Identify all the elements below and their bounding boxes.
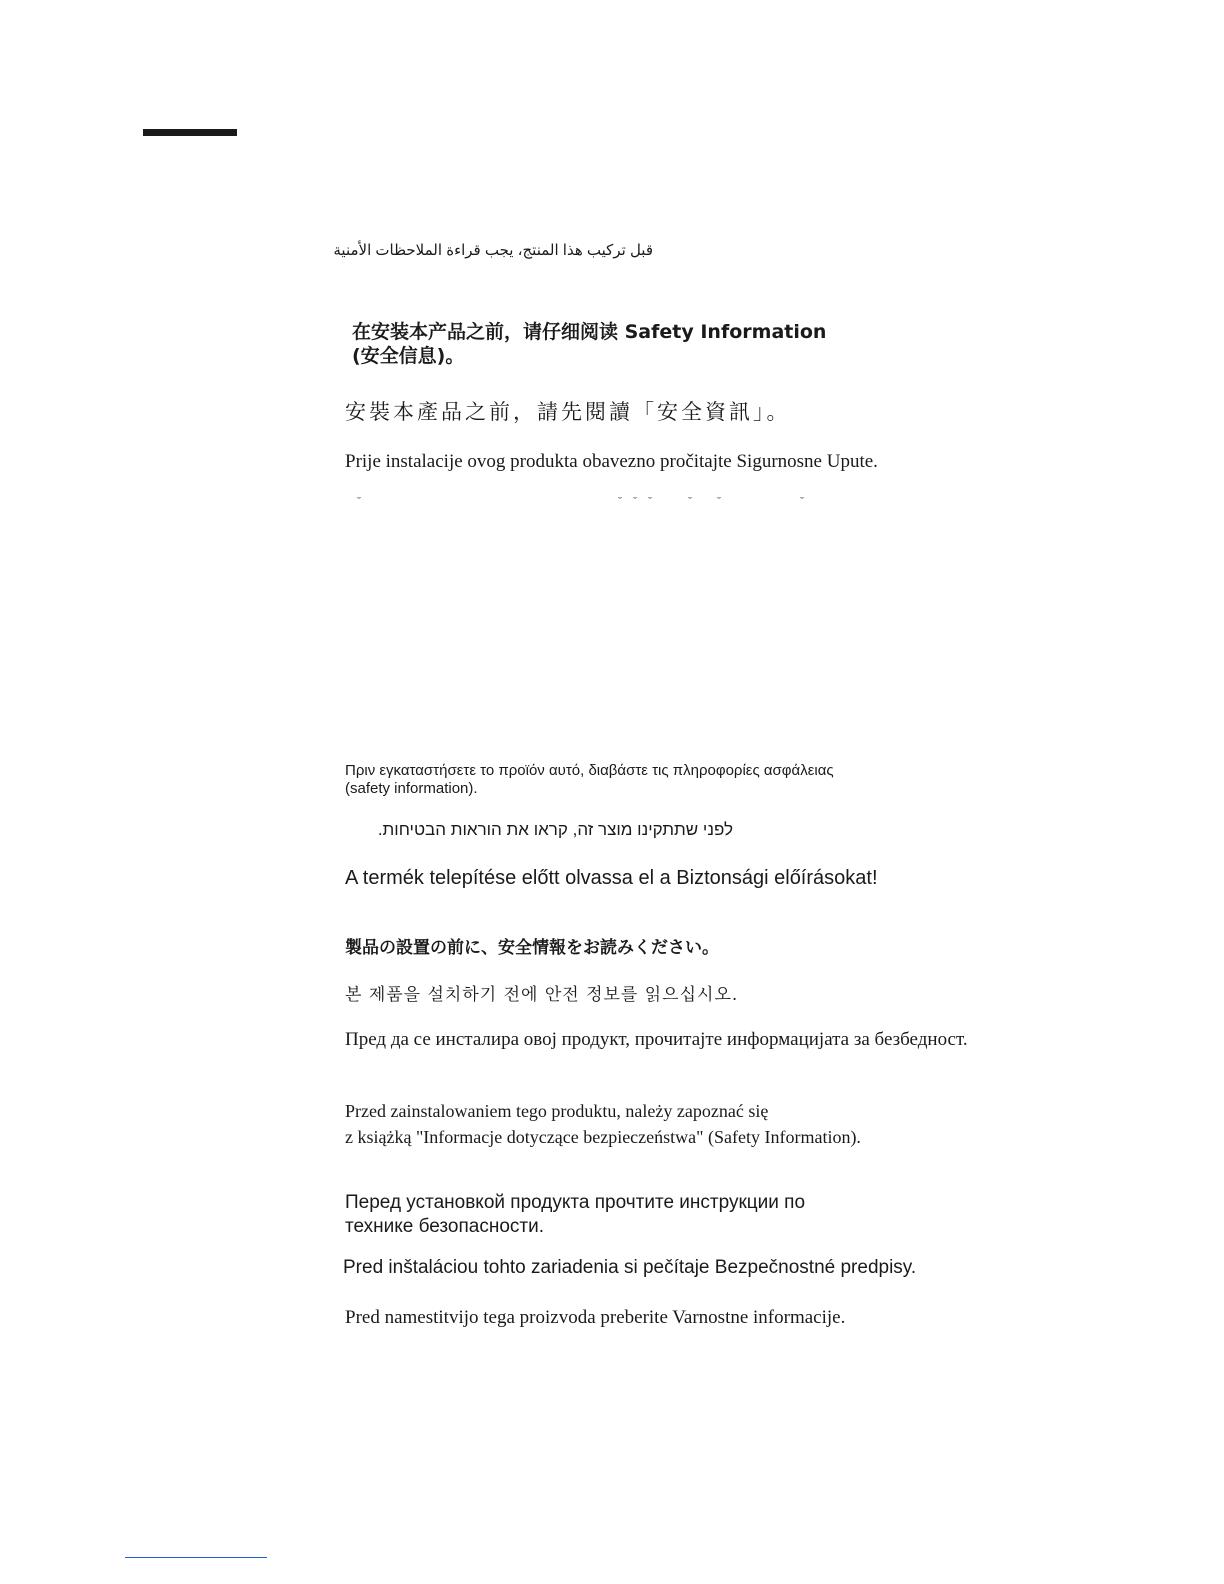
russian-line-1: Перед установкой продукта прочтите инструкции по bbox=[345, 1192, 806, 1213]
breve-mark: ˘ bbox=[717, 494, 721, 508]
polish-line-1: Przed zainstalowaniem tego produktu, należy zapoznać się bbox=[345, 1101, 769, 1121]
macedonian-safety-notice: Пред да се инсталира овој продукт, прочитајте информацијата за безбедност. bbox=[345, 1029, 968, 1050]
breve-mark: ˘ bbox=[800, 494, 804, 508]
greek-line-1: Πριν εγκαταστήσετε το προϊόν αυτό, διαβάστε τις πληροφορίες ασφάλειας bbox=[345, 762, 834, 779]
slovak-safety-notice: Pred inštaláciou tohto zariadenia si pečítaje Bezpečnostné predpisy. bbox=[343, 1257, 917, 1278]
top-rule bbox=[143, 129, 237, 136]
greek-line-2: (safety information). bbox=[345, 780, 478, 797]
chinese-simplified-line-1: 在安装本产品之前，请仔细阅读 Safety Information bbox=[352, 321, 827, 343]
breve-mark: ˘ bbox=[357, 494, 361, 508]
breve-mark: ˘ bbox=[688, 494, 692, 508]
hebrew-safety-notice: לפני שתתקינו מוצר זה, קראו את הוראות הבטיחות. bbox=[377, 820, 733, 839]
polish-line-2: z książką "Informacje dotyczące bezpieczeństwa" (Safety Information). bbox=[345, 1127, 861, 1147]
chinese-traditional-safety-notice: 安裝本產品之前，請先閱讀「安全資訊」。 bbox=[345, 400, 791, 424]
korean-safety-notice: 본 제품을 설치하기 전에 안전 정보를 읽으십시오. bbox=[345, 985, 739, 1005]
arabic-safety-notice: قبل تركيب هذا المنتج، يجب قراءة الملاحظات الأمنية bbox=[333, 242, 653, 259]
russian-safety-notice bbox=[345, 1191, 805, 1239]
bottom-rule bbox=[125, 1557, 267, 1558]
japanese-safety-notice: 製品の設置の前に、安全情報をお読みください。 bbox=[345, 938, 719, 958]
polish-safety-notice bbox=[345, 1098, 861, 1150]
breve-mark: ˘ bbox=[618, 494, 622, 508]
hungarian-safety-notice: A termék telepítése előtt olvassa el a Biztonsági előírásokat! bbox=[345, 867, 878, 889]
breve-mark: ˘ bbox=[633, 494, 637, 508]
chinese-simplified-safety-notice bbox=[352, 320, 826, 368]
slovenian-safety-notice: Pred namestitvijo tega proizvoda preberite Varnostne informacije. bbox=[345, 1307, 846, 1328]
russian-line-2: технике безопасности. bbox=[345, 1216, 545, 1237]
greek-safety-notice bbox=[345, 762, 834, 798]
chinese-simplified-line-2: (安全信息)。 bbox=[352, 345, 465, 367]
breve-mark: ˘ bbox=[648, 494, 652, 508]
croatian-safety-notice: Prije instalacije ovog produkta obavezno pročitajte Sigurnosne Upute. bbox=[345, 451, 878, 472]
